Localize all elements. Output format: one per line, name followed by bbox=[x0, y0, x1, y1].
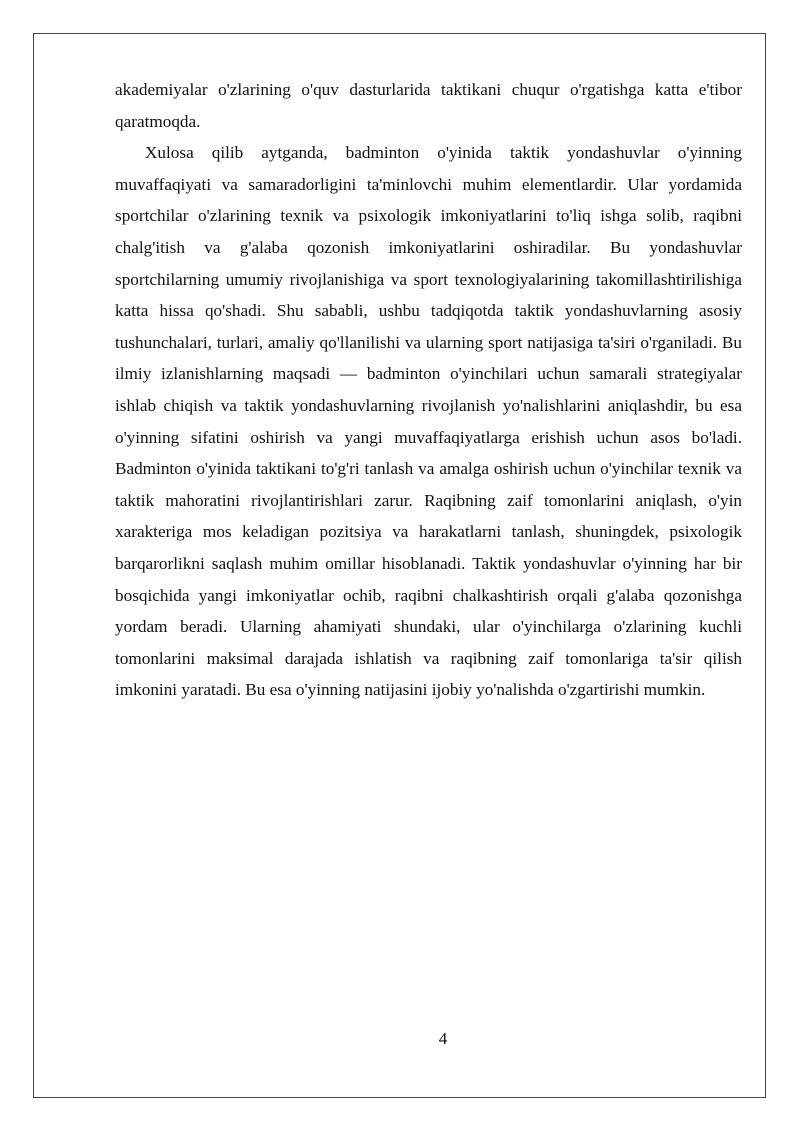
paragraph-continuation: akademiyalar o'zlarining o'quv dasturlarida taktikani chuqur o'rgatishga katta e'tibor qaratmoqda. bbox=[115, 80, 742, 131]
paragraph-conclusion: Xulosa qilib aytganda, badminton o'yinida taktik yondashuvlar o'yinning muvaffaqiyati va samaradorligini ta'minlovchi muhim elementlardir. Ular yordamida sportchilar o'zlarining texnik va psixologik imkoniyatlarini to'liq ishga solib, raqibni chalg'itish va g'alaba qozonish imkoniyatlarini oshiradilar. Bu yondashuvlar sportchilarning umumiy rivojlanishiga va sport texnologiyalarining takomillashtirilishiga katta hissa qo'shadi. Shu sababli, ushbu tadqiqotda taktik yondashuvlarning asosiy tushunchalari, turlari, amaliy qo'llanilishi va ularning sport natijasiga ta'siri o'rganiladi. Bu ilmiy izlanishlarning maqsadi — badminton o'yinchilari uchun samarali strategiyalar ishlab chiqish va taktik yondashuvlarning rivojlanish yo'nalishlarini aniqlashdir, bu esa o'yinning sifatini oshirish va yangi muvaffaqiyatlarga erishish uchun asos bo'ladi. Badminton o'yinida taktikani to'g'ri tanlash va amalga oshirish uchun o'yinchilar texnik va taktik mahoratini rivojlantirishlari zarur. Raqibning zaif tomonlarini aniqlash, o'yin xarakteriga mos keladigan pozitsiya va harakatlarni tanlash, shuningdek, psixologik barqarorlikni saqlash muhim omillar hisoblanadi. Taktik yondashuvlar o'yinning har bir bosqichida yangi imkoniyatlar ochib, raqibni chalkashtirish orqali g'alaba qozonishga yordam beradi. Ularning ahamiyati shundaki, ular o'yinchilarga o'zlarining kuchli tomonlarini maksimal darajada ishlatish va raqibning zaif tomonlariga ta'sir qilish imkonini yaratadi. Bu esa o'yinning natijasini ijobiy yo'nalishda o'zgartirishi mumkin. bbox=[115, 143, 742, 700]
page-number: 4 bbox=[438, 1029, 448, 1048]
body-text bbox=[115, 74, 742, 706]
